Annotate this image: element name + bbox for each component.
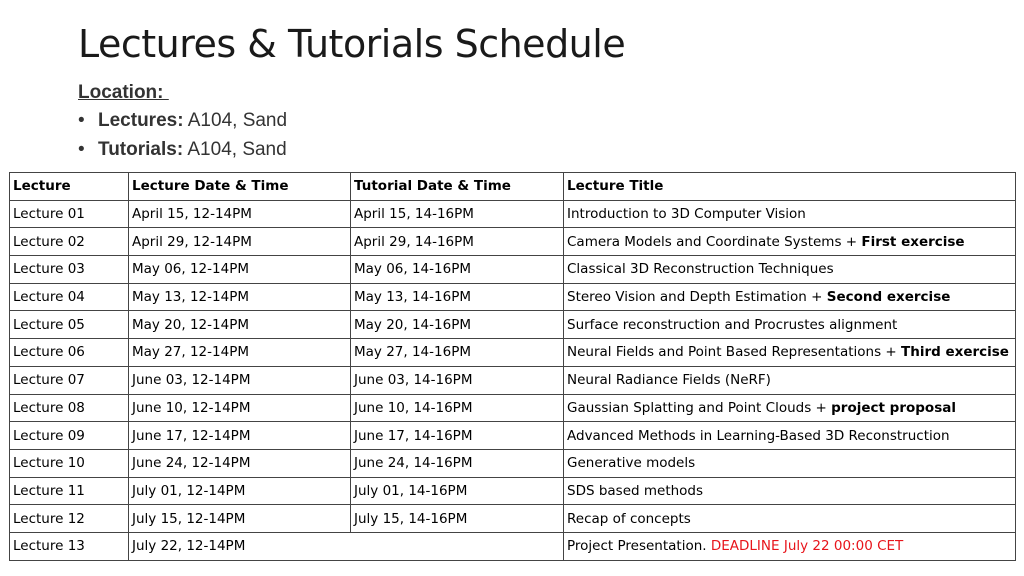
deadline-note: DEADLINE July 22 00:00 CET (710, 538, 904, 555)
column-header-tutorial-date-time: Tutorial Date & Time (351, 173, 564, 201)
tutorial-time-cell: May 13, 14-16PM (351, 283, 564, 311)
schedule-table (9, 172, 1016, 561)
lecture-time-cell: June 17, 12-14PM (129, 422, 351, 450)
lecture-cell: Lecture 06 (10, 339, 129, 367)
lecture-title: Classical 3D Reconstruction Techniques (567, 261, 834, 278)
lecture-time-cell: July 15, 12-14PM (129, 505, 351, 533)
table-row (10, 505, 1016, 533)
lecture-cell: Lecture 01 (10, 200, 129, 228)
tutorial-time-cell: May 27, 14-16PM (351, 339, 564, 367)
table-row (10, 283, 1016, 311)
lecture-time-cell: May 06, 12-14PM (129, 256, 351, 284)
location-item-tutorials (78, 137, 287, 166)
lecture-title: Generative models (567, 455, 696, 472)
location-label: Tutorials: (98, 139, 184, 160)
lecture-time-cell: May 20, 12-14PM (129, 311, 351, 339)
lecture-title-cell (564, 283, 1016, 311)
lecture-cell: Lecture 08 (10, 394, 129, 422)
table-row (10, 228, 1016, 256)
tutorial-time-cell: June 10, 14-16PM (351, 394, 564, 422)
exercise-note: Third exercise (901, 344, 1009, 361)
lecture-cell: Lecture 07 (10, 366, 129, 394)
location-value: A104, Sand (183, 110, 288, 131)
lecture-cell: Lecture 10 (10, 449, 129, 477)
column-header-lecture-date-time: Lecture Date & Time (129, 173, 351, 201)
lecture-title-cell (564, 477, 1016, 505)
tutorial-time-cell: May 20, 14-16PM (351, 311, 564, 339)
lecture-title-cell (564, 256, 1016, 284)
location-list (78, 108, 287, 166)
location-value: A104, Sand (183, 139, 287, 160)
table-row (10, 366, 1016, 394)
lecture-title-cell (564, 505, 1016, 533)
tutorial-time-cell: June 24, 14-16PM (351, 449, 564, 477)
lecture-cell: Lecture 04 (10, 283, 129, 311)
lecture-time-cell: July 01, 12-14PM (129, 477, 351, 505)
schedule-table-body (10, 200, 1016, 560)
tutorial-time-cell: July 01, 14-16PM (351, 477, 564, 505)
tutorial-time-cell: May 06, 14-16PM (351, 256, 564, 284)
table-row (10, 339, 1016, 367)
tutorial-time-cell: April 29, 14-16PM (351, 228, 564, 256)
page-title: Lectures & Tutorials Schedule (78, 22, 626, 66)
lecture-title-cell (564, 532, 1016, 560)
lecture-title: Introduction to 3D Computer Vision (567, 206, 806, 223)
location-heading: Location: (78, 82, 169, 103)
lecture-title: SDS based methods (567, 482, 704, 499)
tutorial-time-cell: June 17, 14-16PM (351, 422, 564, 450)
lecture-title: Camera Models and Coordinate Systems + (567, 233, 862, 250)
lecture-time-cell: June 24, 12-14PM (129, 449, 351, 477)
column-header-lecture-title: Lecture Title (564, 173, 1016, 201)
lecture-title-cell (564, 394, 1016, 422)
lecture-cell: Lecture 13 (10, 532, 129, 560)
lecture-title-cell (564, 228, 1016, 256)
table-row (10, 256, 1016, 284)
bullet-icon: • (78, 139, 85, 160)
lecture-title: Project Presentation. (567, 538, 711, 555)
lecture-title-cell (564, 339, 1016, 367)
table-row (10, 449, 1016, 477)
table-row (10, 477, 1016, 505)
exercise-note: Second exercise (826, 289, 951, 306)
table-row (10, 422, 1016, 450)
lecture-time-cell: May 13, 12-14PM (129, 283, 351, 311)
lecture-title-cell (564, 449, 1016, 477)
lecture-title: Neural Radiance Fields (NeRF) (567, 372, 771, 389)
lecture-title: Gaussian Splatting and Point Clouds + (567, 399, 832, 416)
lecture-title: Neural Fields and Point Based Representations + (567, 344, 901, 361)
tutorial-time-cell: April 15, 14-16PM (351, 200, 564, 228)
location-label: Lectures: (98, 110, 184, 131)
lecture-cell: Lecture 11 (10, 477, 129, 505)
tutorial-time-cell: July 15, 14-16PM (351, 505, 564, 533)
lecture-time-cell: May 27, 12-14PM (129, 339, 351, 367)
table-row (10, 532, 1016, 560)
location-item-lectures (78, 108, 287, 137)
lecture-title-cell (564, 422, 1016, 450)
exercise-note: First exercise (861, 233, 965, 250)
table-row (10, 311, 1016, 339)
exercise-note: project proposal (831, 399, 956, 416)
lecture-cell: Lecture 05 (10, 311, 129, 339)
table-row (10, 394, 1016, 422)
lecture-cell: Lecture 12 (10, 505, 129, 533)
lecture-time-cell: June 03, 12-14PM (129, 366, 351, 394)
lecture-cell: Lecture 09 (10, 422, 129, 450)
lecture-cell: Lecture 03 (10, 256, 129, 284)
lecture-time-cell: July 22, 12-14PM (129, 532, 564, 560)
table-row (10, 200, 1016, 228)
lecture-title: Recap of concepts (567, 510, 691, 527)
column-header-lecture: Lecture (10, 173, 129, 201)
lecture-title-cell (564, 311, 1016, 339)
lecture-cell: Lecture 02 (10, 228, 129, 256)
lecture-title: Stereo Vision and Depth Estimation + (567, 289, 827, 306)
bullet-icon: • (78, 110, 85, 131)
tutorial-time-cell: June 03, 14-16PM (351, 366, 564, 394)
lecture-time-cell: April 15, 12-14PM (129, 200, 351, 228)
lecture-time-cell: April 29, 12-14PM (129, 228, 351, 256)
lecture-title: Advanced Methods in Learning-Based 3D Reconstruction (567, 427, 950, 444)
lecture-title-cell (564, 366, 1016, 394)
lecture-title: Surface reconstruction and Procrustes alignment (567, 316, 898, 333)
lecture-time-cell: June 10, 12-14PM (129, 394, 351, 422)
lecture-title-cell (564, 200, 1016, 228)
table-header-row (10, 173, 1016, 201)
